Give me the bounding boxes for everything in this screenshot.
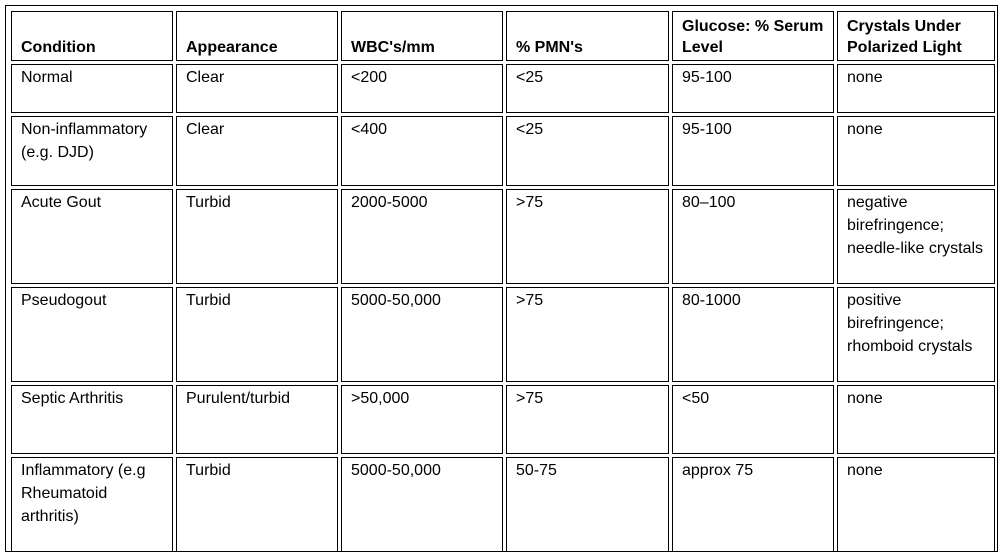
cell-wbc: 2000-5000 [341,189,503,284]
cell-wbc: 5000-50,000 [341,457,503,552]
cell-crystals: none [837,385,995,454]
cell-pmn: <25 [506,116,669,186]
cell-appearance: Turbid [176,189,338,284]
cell-crystals: none [837,116,995,186]
table-row [11,287,995,382]
table-row [11,116,995,186]
cell-wbc: 5000-50,000 [341,287,503,382]
cell-crystals: none [837,457,995,552]
cell-wbc: >50,000 [341,385,503,454]
cell-glucose: 95-100 [672,116,834,186]
cell-glucose: 80-1000 [672,287,834,382]
table-row [11,64,995,113]
header-pmn: % PMN's [506,11,669,61]
cell-appearance: Purulent/turbid [176,385,338,454]
table-row [11,385,995,454]
cell-appearance: Clear [176,64,338,113]
cell-pmn: >75 [506,385,669,454]
cell-appearance: Turbid [176,287,338,382]
header-wbc: WBC's/mm [341,11,503,61]
cell-condition: Septic Arthritis [11,385,173,454]
cell-crystals: none [837,64,995,113]
cell-wbc: <400 [341,116,503,186]
cell-crystals: positive birefringence; rhomboid crystals [837,287,995,382]
cell-appearance: Clear [176,116,338,186]
cell-crystals: negative birefringence; needle-like crystals [837,189,995,284]
header-appearance: Appearance [176,11,338,61]
table-header-row [11,11,995,61]
cell-pmn: 50-75 [506,457,669,552]
header-condition: Condition [11,11,173,61]
cell-glucose: approx 75 [672,457,834,552]
header-crystals: Crystals Under Polarized Light [837,11,995,61]
cell-appearance: Turbid [176,457,338,552]
cell-glucose: <50 [672,385,834,454]
cell-pmn: >75 [506,287,669,382]
cell-pmn: <25 [506,64,669,113]
cell-wbc: <200 [341,64,503,113]
header-glucose: Glucose: % Serum Level [672,11,834,61]
cell-pmn: >75 [506,189,669,284]
cell-condition: Pseudogout [11,287,173,382]
cell-condition: Normal [11,64,173,113]
cell-condition: Inflammatory (e.g Rheumatoid arthritis) [11,457,173,552]
synovial-fluid-table [8,8,998,555]
table-row [11,457,995,552]
cell-condition: Non-inflammatory (e.g. DJD) [11,116,173,186]
table-row [11,189,995,284]
cell-condition: Acute Gout [11,189,173,284]
cell-glucose: 95-100 [672,64,834,113]
cell-glucose: 80–100 [672,189,834,284]
